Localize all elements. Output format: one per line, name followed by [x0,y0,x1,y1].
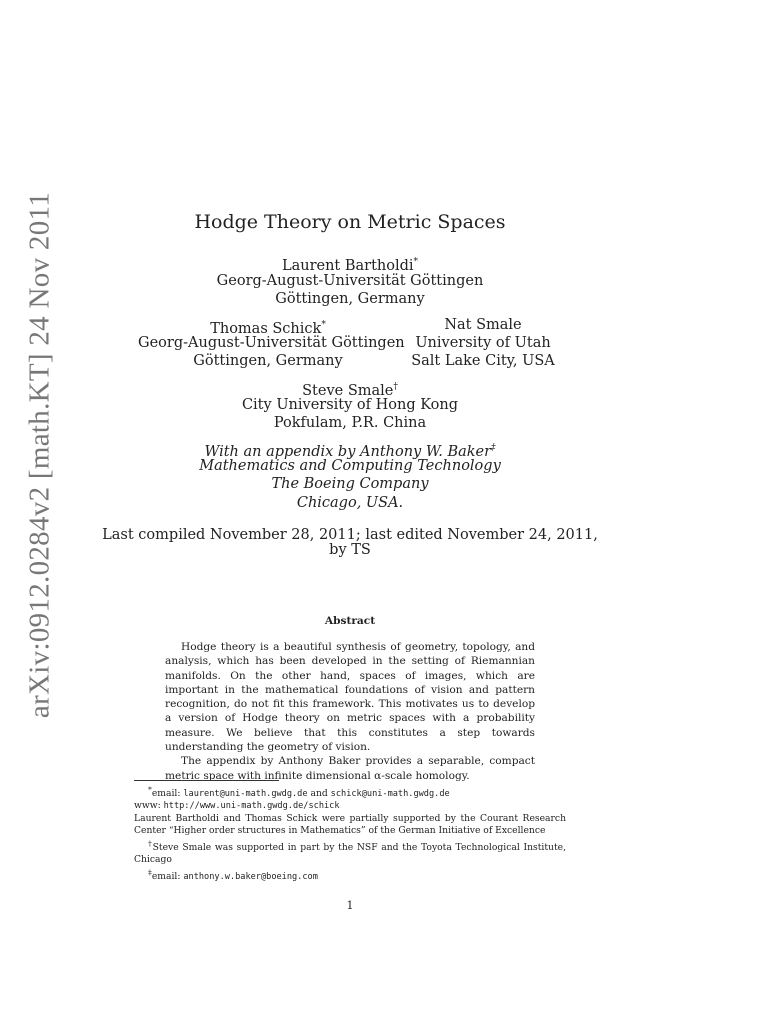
footnotes [134,784,566,883]
location: Chicago, USA. [296,495,404,511]
footnote-support: Laurent Bartholdi and Thomas Schick were partially supported by the Courant Research Center “Higher order structures in Mathematics” of the German Initiative of Excellence [134,812,566,837]
author-schick: Thomas Schick* [210,320,326,337]
affiliation: Mathematics and Computing Technology [199,458,501,474]
abstract [165,640,535,783]
company: The Boeing Company [271,476,429,492]
page-number: 1 [346,899,354,912]
abstract-paragraph: The appendix by Anthony Baker provides a separable, compact metric space with infinite dimensional α-scale homology. [165,755,535,782]
location: Göttingen, Germany [275,291,425,307]
affiliation: Georg-August-Universität Göttingen [216,273,484,289]
appendix-author: With an appendix by Anthony W. Baker‡ [204,443,496,460]
location: Salt Lake City, USA [411,353,555,369]
affiliation: City University of Hong Kong [241,397,459,413]
author-nat-smale: Nat Smale [444,317,522,333]
url-link[interactable]: http://www.uni-math.gwdg.de/schick [163,801,340,812]
abstract-heading: Abstract [324,615,376,627]
abstract-paragraph: Hodge theory is a beautiful synthesis of geometry, topology, and analysis, which has been developed in the setting of Riemannian manifolds. On the other hand, spaces of images, which are important in the mathematical foundations of vision and pattern recognition, do not fit this framework. This motivates us to develop a version of Hodge theory on metric spaces with a probability measure. We believe that this constitutes a step towards understanding the geometry of vision. [165,641,535,754]
email-link[interactable]: laurent@uni-math.gwdg.de [183,789,308,800]
footnote-www: www: http://www.uni-math.gwdg.de/schick [134,800,340,812]
location: Pokfulam, P.R. China [273,415,427,431]
location: Göttingen, Germany [193,353,343,369]
arxiv-stamp: arXiv:0912.0284v2 [math.KT] 24 Nov 2011 [23,191,56,719]
email-link[interactable]: anthony.w.baker@boeing.com [183,871,318,882]
author-steve-smale: Steve Smale† [302,382,398,399]
author-bartholdi: Laurent Bartholdi* [281,257,419,274]
footnote-email: *email: laurent@uni-math.gwdg.de and schick@uni-math.gwdg.de [148,785,450,800]
paper-title: Hodge Theory on Metric Spaces [194,211,506,233]
compiled-by: by TS [329,542,371,558]
affiliation: Georg-August-Universität Göttingen [138,335,405,351]
footnote-rule [134,780,279,781]
affiliation: University of Utah [415,335,551,351]
footnote-baker: ‡email: anthony.w.baker@boeing.com [148,867,318,882]
compiled-date: Last compiled November 28, 2011; last edited November 24, 2011, [102,527,598,543]
footnote-smale: †Steve Smale was supported in part by the NSF and the Toyota Technological Institute, Chicago [134,838,566,866]
email-link[interactable]: schick@uni-math.gwdg.de [330,789,450,800]
